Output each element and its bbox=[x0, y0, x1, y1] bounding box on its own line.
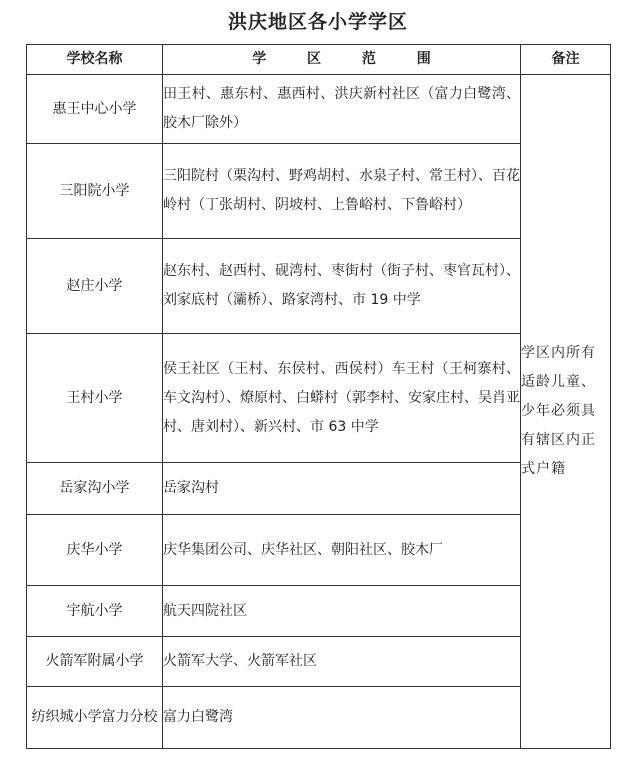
school-name-cell: 火箭军附属小学 bbox=[27, 637, 163, 687]
school-name-cell: 赵庄小学 bbox=[27, 239, 163, 334]
school-name-cell: 纺织城小学富力分校 bbox=[27, 687, 163, 749]
school-name-cell: 三阳院小学 bbox=[27, 144, 163, 239]
remarks-cell: 学区内所有适龄儿童、少年必须具有辖区内正式户籍 bbox=[521, 75, 611, 749]
district-range-cell: 富力白鹭湾 bbox=[163, 687, 521, 749]
school-name-cell: 岳家沟小学 bbox=[27, 463, 163, 515]
school-district-table bbox=[26, 44, 611, 749]
school-name-cell: 宇航小学 bbox=[27, 586, 163, 637]
district-range-cell: 航天四院社区 bbox=[163, 586, 521, 637]
district-range-cell: 火箭军大学、火箭军社区 bbox=[163, 637, 521, 687]
district-range-cell: 赵东村、赵西村、砚湾村、枣街村（街子村、枣官瓦村）、刘家底村（灞桥）、路家湾村、市 19 中学 bbox=[163, 239, 521, 334]
page-title: 洪庆地区各小学学区 bbox=[227, 11, 408, 33]
table-row bbox=[27, 75, 611, 144]
school-name-cell: 庆华小学 bbox=[27, 515, 163, 586]
header-remarks: 备注 bbox=[521, 45, 611, 75]
district-range-cell: 庆华集团公司、庆华社区、朝阳社区、胶木厂 bbox=[163, 515, 521, 586]
district-range-cell: 三阳院村（栗沟村、野鸡胡村、水泉子村、常王村）、百花岭村（丁张胡村、阴坡村、上鲁峪村、下鲁峪村） bbox=[163, 144, 521, 239]
district-range-cell: 岳家沟村 bbox=[163, 463, 521, 515]
header-school-name: 学校名称 bbox=[27, 45, 163, 75]
school-name-cell: 惠王中心小学 bbox=[27, 75, 163, 144]
school-name-cell: 王村小学 bbox=[27, 334, 163, 463]
table-header-row bbox=[27, 45, 611, 75]
header-district-range: 学 区 范 围 bbox=[163, 45, 521, 75]
district-range-cell: 田王村、惠东村、惠西村、洪庆新村社区（富力白鹭湾、胶木厂除外） bbox=[163, 75, 521, 144]
district-range-cell: 侯王社区（王村、东侯村、西侯村）车王村（王柯寨村、车文沟村）、燎原村、白蟒村（郭李村、安家庄村、吴肖亚村、唐刘村）、新兴村、市 63 中学 bbox=[163, 334, 521, 463]
